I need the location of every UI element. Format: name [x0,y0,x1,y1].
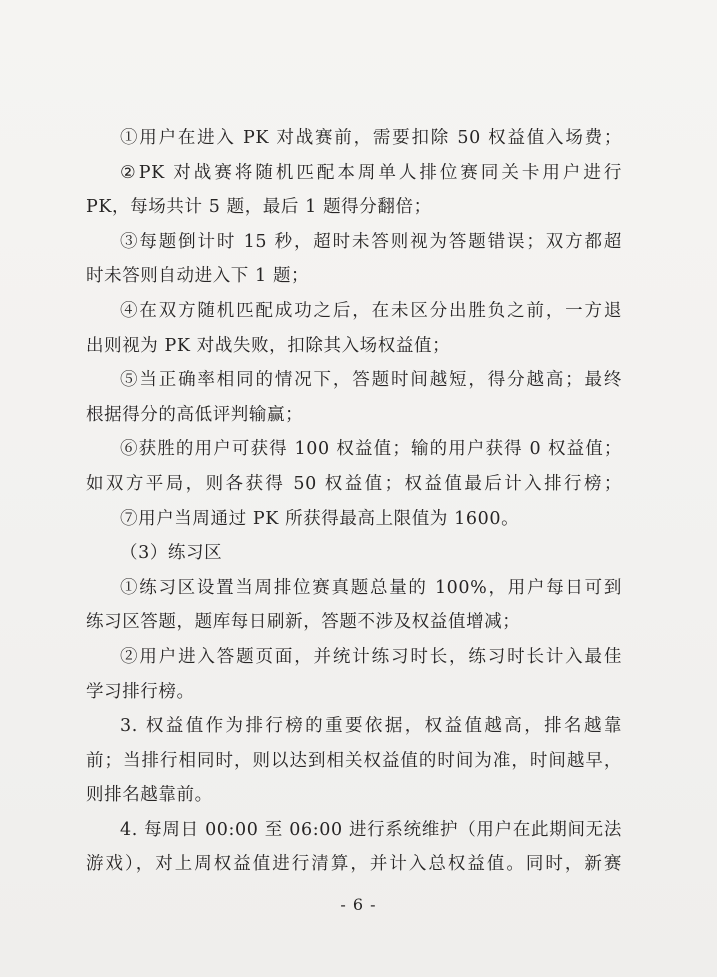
text-line-1: ①用户在进入 PK 对战赛前，需要扣除 50 权益值入场费； [120,128,622,148]
text-line-21: 4. 每周日 00:00 至 06:00 进行系统维护（用户在此期间无法 [120,819,622,840]
page-number: - 6 - [340,895,377,914]
text-line-10: ⑥获胜的用户可获得 100 权益值；输的用户获得 0 权益值； [120,439,622,460]
text-line-22: 游戏），对上周权益值进行清算，并计入总权益值。同时，新赛 [86,854,622,875]
text-line-4: ③每题倒计时 15 秒，超时未答则视为答题错误；双方都超 [120,231,622,252]
text-line-16: ②用户进入答题页面，并统计练习时长，练习时长计入最佳 [120,646,622,667]
text-line-8: ⑤当正确率相同的情况下，答题时间越短，得分越高；最终 [120,370,622,391]
text-line-2: ②PK 对战赛将随机匹配本周单人排位赛同关卡用户进行 [120,162,622,183]
text-line-9: 根据得分的高低评判输赢； [86,404,304,425]
text-line-6: ④在双方随机匹配成功之后，在未区分出胜负之前，一方退 [120,300,622,321]
text-line-7: 出则视为 PK 对战失败，扣除其入场权益值； [86,335,451,356]
text-line-14: ①练习区设置当周排位赛真题总量的 100%，用户每日可到 [120,577,622,598]
text-line-12: ⑦用户当周通过 PK 所获得最高上限值为 1600。 [120,508,520,529]
text-line-5: 时未答则自动进入下 1 题； [86,266,310,287]
text-line-20: 则排名越靠前。 [86,785,213,806]
text-line-11: 如双方平局，则各获得 50 权益值；权益值最后计入排行榜； [86,473,622,494]
document-body [86,121,622,882]
text-line-19: 前；当排行相同时，则以达到相关权益值的时间为准，时间越早， [86,750,622,771]
text-line-17: 学习排行榜。 [86,681,195,702]
text-line-15: 练习区答题，题库每日刷新，答题不涉及权益值增减； [86,612,521,633]
text-line-3: PK，每场共计 5 题，最后 1 题得分翻倍； [86,197,432,218]
section-heading-practice: （3）练习区 [120,543,223,564]
text-line-18: 3. 权益值作为排行榜的重要依据，权益值越高，排名越靠 [120,716,622,737]
